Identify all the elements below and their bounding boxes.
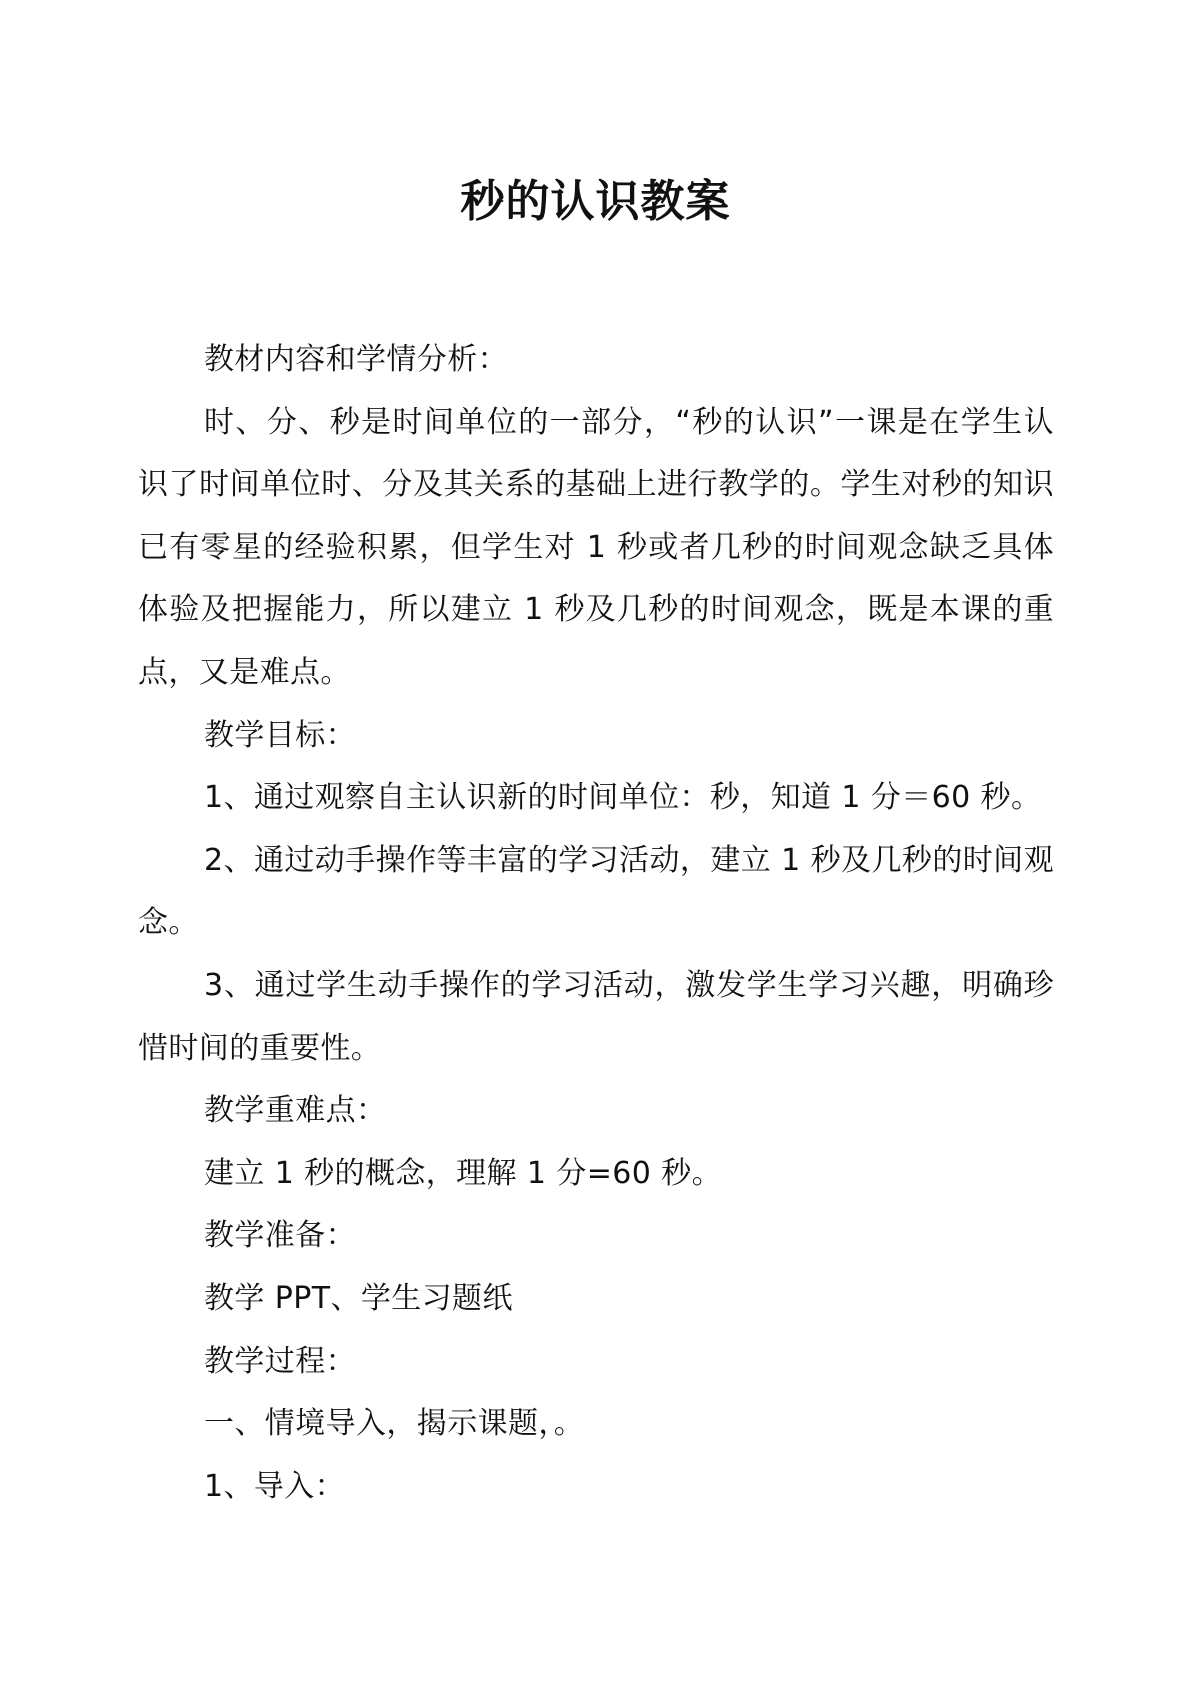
section-heading-materials: 教材内容和学情分析： [204, 342, 508, 377]
section-heading-process: 教学过程： [204, 1343, 356, 1379]
paragraph-preparation: 教学 PPT、学生习题纸 [204, 1280, 513, 1316]
objective-item-1: 1、通过观察自主认识新的时间单位：秒，知道 1 分＝60 秒。 [204, 780, 1042, 816]
objective-item-3: 3、通过学生动手操作的学习活动，激发学生学习兴趣，明确珍惜时间的重要性。 [138, 967, 1054, 1066]
section-heading-preparation: 教学准备： [204, 1218, 356, 1254]
process-substep-1: 1、导入： [204, 1468, 346, 1504]
document-body [138, 329, 1054, 1518]
paragraph-analysis: 时、分、秒是时间单位的一部分，“秒的认识”一课是在学生认识了时间单位时、分及其关系的基础上进行教学的。学生对秒的知识已有零星的经验积累，但学生对 1 秒或者几秒的时间观念缺乏具体体验及把握能力，所以建立 1 秒及几秒的时间观念，既是本课的重点，又是难点。 [138, 404, 1054, 690]
section-heading-key-points: 教学重难点： [204, 1093, 387, 1129]
document-title: 秒的认识教案 [460, 176, 731, 227]
objective-item-2: 2、通过动手操作等丰富的学习活动，建立 1 秒及几秒的时间观念。 [138, 842, 1054, 941]
process-step-1: 一、情境导入，揭示课题，。 [204, 1406, 585, 1442]
section-heading-objectives: 教学目标： [204, 717, 356, 753]
paragraph-key-points: 建立 1 秒的概念，理解 1 分=60 秒。 [204, 1155, 722, 1191]
